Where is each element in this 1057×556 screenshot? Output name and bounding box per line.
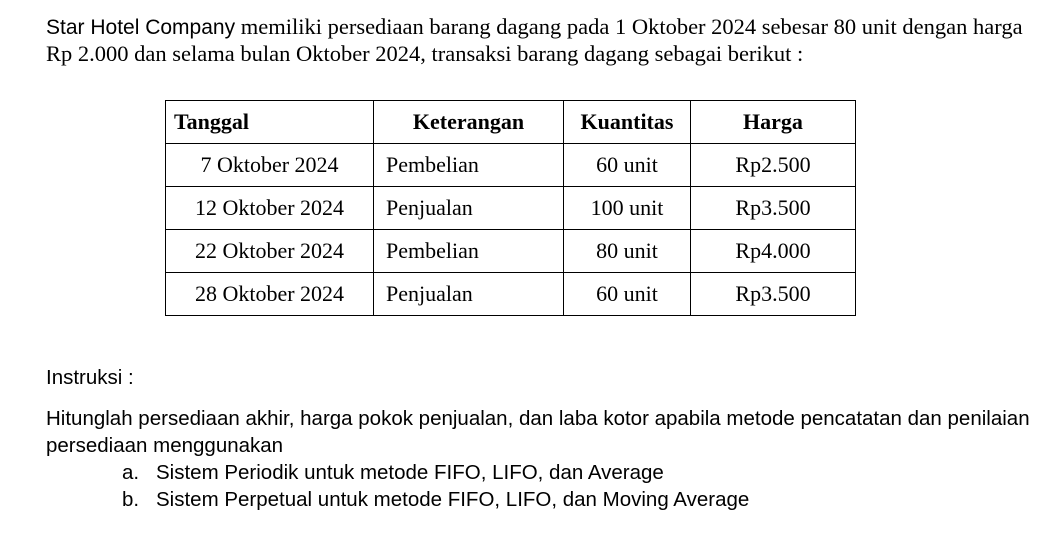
intro-text: memiliki persediaan barang dagang pada 1 Oktober 2024 sebesar 80 unit dengan harga Rp 2.000 dan selama bulan Oktober 2024, transaksi barang dagang sebagai berikut : bbox=[46, 14, 1023, 66]
cell-tanggal: 22 Oktober 2024 bbox=[166, 230, 374, 273]
cell-keterangan: Pembelian bbox=[374, 144, 564, 187]
table-row bbox=[166, 144, 856, 187]
table-row bbox=[166, 273, 856, 316]
transaction-table bbox=[165, 100, 856, 316]
header-keterangan: Keterangan bbox=[374, 101, 564, 144]
table-row bbox=[166, 230, 856, 273]
company-name: Star Hotel Company bbox=[46, 16, 236, 39]
cell-kuantitas: 60 unit bbox=[564, 144, 691, 187]
instructions-body: Hitunglah persediaan akhir, harga pokok penjualan, dan laba kotor apabila metode pencatatan dan penilaian persediaan menggunakan bbox=[46, 407, 1030, 457]
table-row bbox=[166, 187, 856, 230]
cell-keterangan: Pembelian bbox=[374, 230, 564, 273]
header-harga: Harga bbox=[691, 101, 856, 144]
table-header-row bbox=[166, 101, 856, 144]
header-tanggal: Tanggal bbox=[166, 101, 374, 144]
list-item-text: Sistem Perpetual untuk metode FIFO, LIFO, dan Moving Average bbox=[156, 488, 750, 511]
list-marker: a. bbox=[122, 461, 140, 484]
list-item-text: Sistem Periodik untuk metode FIFO, LIFO, dan Average bbox=[156, 461, 664, 484]
cell-tanggal: 12 Oktober 2024 bbox=[166, 187, 374, 230]
cell-harga: Rp3.500 bbox=[691, 273, 856, 316]
cell-kuantitas: 80 unit bbox=[564, 230, 691, 273]
list-marker: b. bbox=[122, 488, 140, 511]
intro-paragraph bbox=[46, 14, 1036, 67]
cell-kuantitas: 60 unit bbox=[564, 273, 691, 316]
instructions-heading: Instruksi : bbox=[46, 366, 134, 389]
cell-keterangan: Penjualan bbox=[374, 187, 564, 230]
header-kuantitas: Kuantitas bbox=[564, 101, 691, 144]
cell-tanggal: 7 Oktober 2024 bbox=[166, 144, 374, 187]
cell-kuantitas: 100 unit bbox=[564, 187, 691, 230]
list-item bbox=[46, 459, 1036, 486]
instructions-list bbox=[46, 459, 1036, 513]
cell-harga: Rp4.000 bbox=[691, 230, 856, 273]
cell-tanggal: 28 Oktober 2024 bbox=[166, 273, 374, 316]
instructions-section bbox=[46, 364, 1036, 513]
cell-harga: Rp2.500 bbox=[691, 144, 856, 187]
cell-harga: Rp3.500 bbox=[691, 187, 856, 230]
cell-keterangan: Penjualan bbox=[374, 273, 564, 316]
list-item bbox=[46, 486, 1036, 513]
